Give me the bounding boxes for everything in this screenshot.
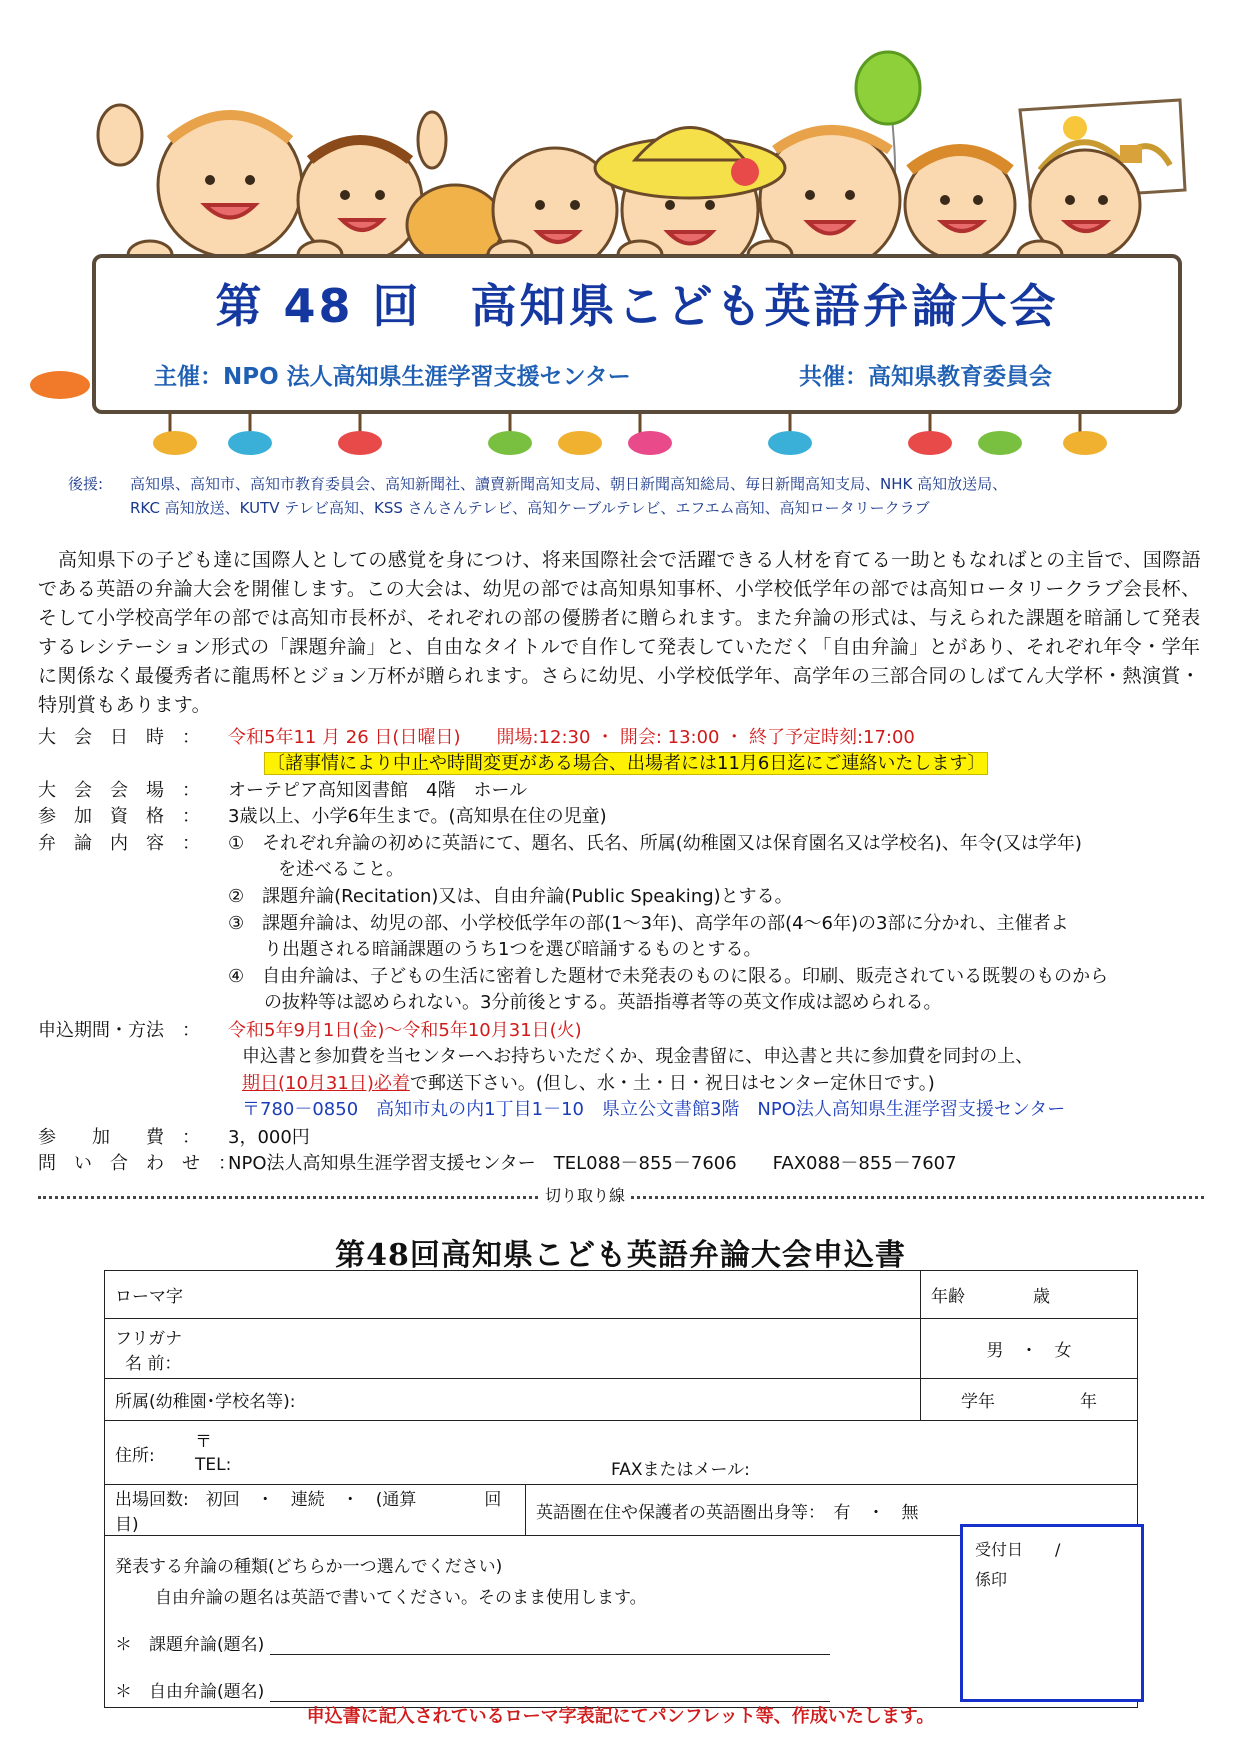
eligibility-row bbox=[38, 803, 607, 830]
apply-deadline: 期日(10月31日)必着 bbox=[242, 1073, 410, 1094]
reception-box bbox=[960, 1524, 1144, 1702]
age-label: 年齢 歳 bbox=[931, 1287, 1050, 1307]
content-item-1a: ① それぞれ弁論の初めに英語にて、題名、氏名、所属(幼稚園又は保育園名又は学校名)、年令(又は学年) bbox=[228, 833, 1082, 854]
content-item-3a: ③ 課題弁論は、幼児の部、小学校低学年の部(1～3年)、高学年の部(4～6年)の3部に分かれ、主催者よ bbox=[228, 913, 1069, 934]
recitation-title-input[interactable] bbox=[270, 1654, 830, 1655]
apply-line-2-row bbox=[242, 1070, 935, 1097]
fee-value: 3，000円 bbox=[228, 1127, 310, 1148]
tel-label: TEL: bbox=[195, 1454, 232, 1475]
content-item-2: ② 課題弁論(Recitation)又は、自由弁論(Public Speaking)とする。 bbox=[228, 886, 793, 907]
affiliation-field[interactable] bbox=[105, 1379, 921, 1421]
content-item-3b: り出題される暗誦課題のうち1つを選び暗誦するものとする。 bbox=[264, 939, 762, 960]
apply-label: 申込期間・方法 ： bbox=[38, 1020, 200, 1041]
apply-row bbox=[38, 1017, 582, 1044]
apply-line-1: 申込書と参加費を当センターへお持ちいただくか、現金書留に、申込書と共に参加費を同封の上、 bbox=[242, 1046, 1034, 1067]
gender-field[interactable] bbox=[921, 1319, 1138, 1379]
content-item-4a: ④ 自由弁論は、子どもの生活に密着した題材で未発表のものに限る。印刷、販売されている既製のものから bbox=[228, 966, 1109, 987]
romaji-field[interactable] bbox=[105, 1271, 921, 1319]
apply-line-2: で郵送下さい。(但し、水・土・日・祝日はセンター定休日です。) bbox=[409, 1073, 935, 1094]
form-title: 第48回高知県こども英語弁論大会申込書 bbox=[335, 1238, 906, 1273]
age-field[interactable] bbox=[921, 1271, 1138, 1319]
content-label: 弁 論 内 容 ： bbox=[38, 833, 200, 854]
eligibility-label: 参 加 資 格 ： bbox=[38, 806, 200, 827]
title-board bbox=[92, 254, 1182, 414]
content-row bbox=[38, 830, 1082, 857]
support-line-1: 高知県、高知市、高知市教育委員会、高知新聞社、讀賣新聞高知支局、朝日新聞高知総局、毎日新聞高知支局、NHK 高知放送局、 bbox=[130, 475, 1008, 493]
fax-label: FAXまたはメール: bbox=[611, 1459, 750, 1480]
notice-text: 〔諸事情により中止や時間変更がある場合、出場者には11月6日迄にご連絡いたします〕 bbox=[264, 752, 988, 775]
header-banner bbox=[0, 0, 1241, 460]
host-text: 主催：NPO 法人高知県生涯学習支援センター bbox=[154, 364, 631, 390]
event-title: 第 48 回 高知県こども英語弁論大会 bbox=[215, 279, 1059, 333]
grade-field[interactable] bbox=[921, 1379, 1138, 1421]
free-speech-label: ＊ 自由弁論(題名) bbox=[115, 1682, 265, 1702]
date-label: 大 会 日 時 ： bbox=[38, 727, 200, 748]
venue-value: オーテピア高知図書館 4階 ホール bbox=[228, 780, 528, 801]
name-field[interactable] bbox=[105, 1319, 921, 1379]
gender-options: 男 ・ 女 bbox=[986, 1341, 1072, 1361]
postal-mark: 〒 bbox=[195, 1431, 212, 1452]
apply-period: 令和5年9月1日(金)～令和5年10月31日(火) bbox=[228, 1020, 582, 1041]
name-label: 名 前： bbox=[125, 1353, 182, 1374]
content-item-4b: の抜粋等は認められない。3分前後とする。英語指導者等の英文作成は認められる。 bbox=[264, 992, 942, 1013]
entries-field[interactable] bbox=[105, 1485, 526, 1536]
fee-label: 参 加 費 ： bbox=[38, 1127, 200, 1148]
notice-row bbox=[264, 750, 988, 777]
cohost-text: 共催：高知県教育委員会 bbox=[799, 364, 1052, 390]
eligibility-value: 3歳以上、小学6年生まで。(高知県在住の児童) bbox=[228, 806, 607, 827]
contact-label: 問 い 合 わ せ ： bbox=[38, 1153, 236, 1174]
footer-note: 申込書に記入されているローマ字表記にてパンフレット等、作成いたします。 bbox=[306, 1706, 935, 1727]
address-text: 〒780－0850 高知市丸の内1丁目1－10 県立公文書館3階 NPO法人高知県生涯学習支援センター bbox=[242, 1099, 1066, 1120]
content-item-1b: を述べること。 bbox=[278, 859, 404, 880]
date-row bbox=[38, 724, 915, 751]
contact-value: NPO法人高知県生涯学習支援センター TEL088－855－7606 FAX088－855－7607 bbox=[228, 1153, 957, 1174]
affiliation-label: 所属(幼稚園･学校名等): bbox=[115, 1392, 296, 1412]
speech-type-label: 発表する弁論の種類(どちらか一つ選んでください) bbox=[115, 1557, 503, 1577]
support-label: 後援: bbox=[68, 475, 104, 493]
received-date-label: 受付日 / bbox=[975, 1540, 1061, 1559]
furigana-label: フリガナ bbox=[115, 1328, 183, 1349]
venue-row bbox=[38, 777, 527, 804]
address-field[interactable] bbox=[105, 1421, 1138, 1485]
english-label: 英語圏在住や保護者の英語圏出身等： 有 ・ 無 bbox=[536, 1502, 919, 1523]
staff-seal-label: 係印 bbox=[975, 1570, 1008, 1589]
contact-row bbox=[38, 1150, 957, 1177]
support-line-2: RKC 高知放送、KUTV テレビ高知、KSS さんさんテレビ、高知ケーブルテレビ、エフエム高知、高知ロータリークラブ bbox=[130, 499, 930, 517]
fee-row bbox=[38, 1124, 310, 1151]
romaji-label: ローマ字 bbox=[115, 1287, 183, 1307]
grade-label: 学年 年 bbox=[961, 1392, 1097, 1412]
date-value: 令和5年11 月 26 日(日曜日) 開場:12:30 ・ 開会: 13:00 ・ 終了予定時刻:17:00 bbox=[228, 727, 915, 748]
intro-paragraph: 高知県下の子ども達に国際人としての感覚を身につけ、将来国際社会で活躍できる人材を育てる一助ともなればとの主旨で、国際語である英語の弁論大会を開催します。この大会は、幼児の部では高知県知事杯、小学校低学年の部では高知ロータリークラブ会長杯、そして小学校高学年の部では高知市長杯が、それぞれの部の優勝者に贈られます。また弁論の形式は、与えられた課題を暗誦して発表するレシテーション形式の「課題弁論」と、自由なタイトルで自作して発表していただく「自由弁論」とがあり、それぞれ年令・学年に関係なく最優秀者に龍馬杯とジョン万杯が贈られます。さらに幼児、小学校低学年、高学年の三部合同のしばてん大学杯・熱演賞・特別賞もあります。 bbox=[38, 549, 1202, 716]
address-label: 住所: bbox=[115, 1445, 155, 1466]
recitation-label: ＊ 課題弁論(題名) bbox=[115, 1635, 265, 1655]
entries-label: 出場回数: 初回 ・ 連続 ・ (通算 回目) bbox=[115, 1490, 502, 1535]
cut-line-label: 切り取り線 bbox=[539, 1183, 631, 1206]
speech-note: 自由弁論の題名は英語で書いてください。そのまま使用します。 bbox=[155, 1588, 647, 1608]
venue-label: 大 会 会 場 ： bbox=[38, 780, 200, 801]
